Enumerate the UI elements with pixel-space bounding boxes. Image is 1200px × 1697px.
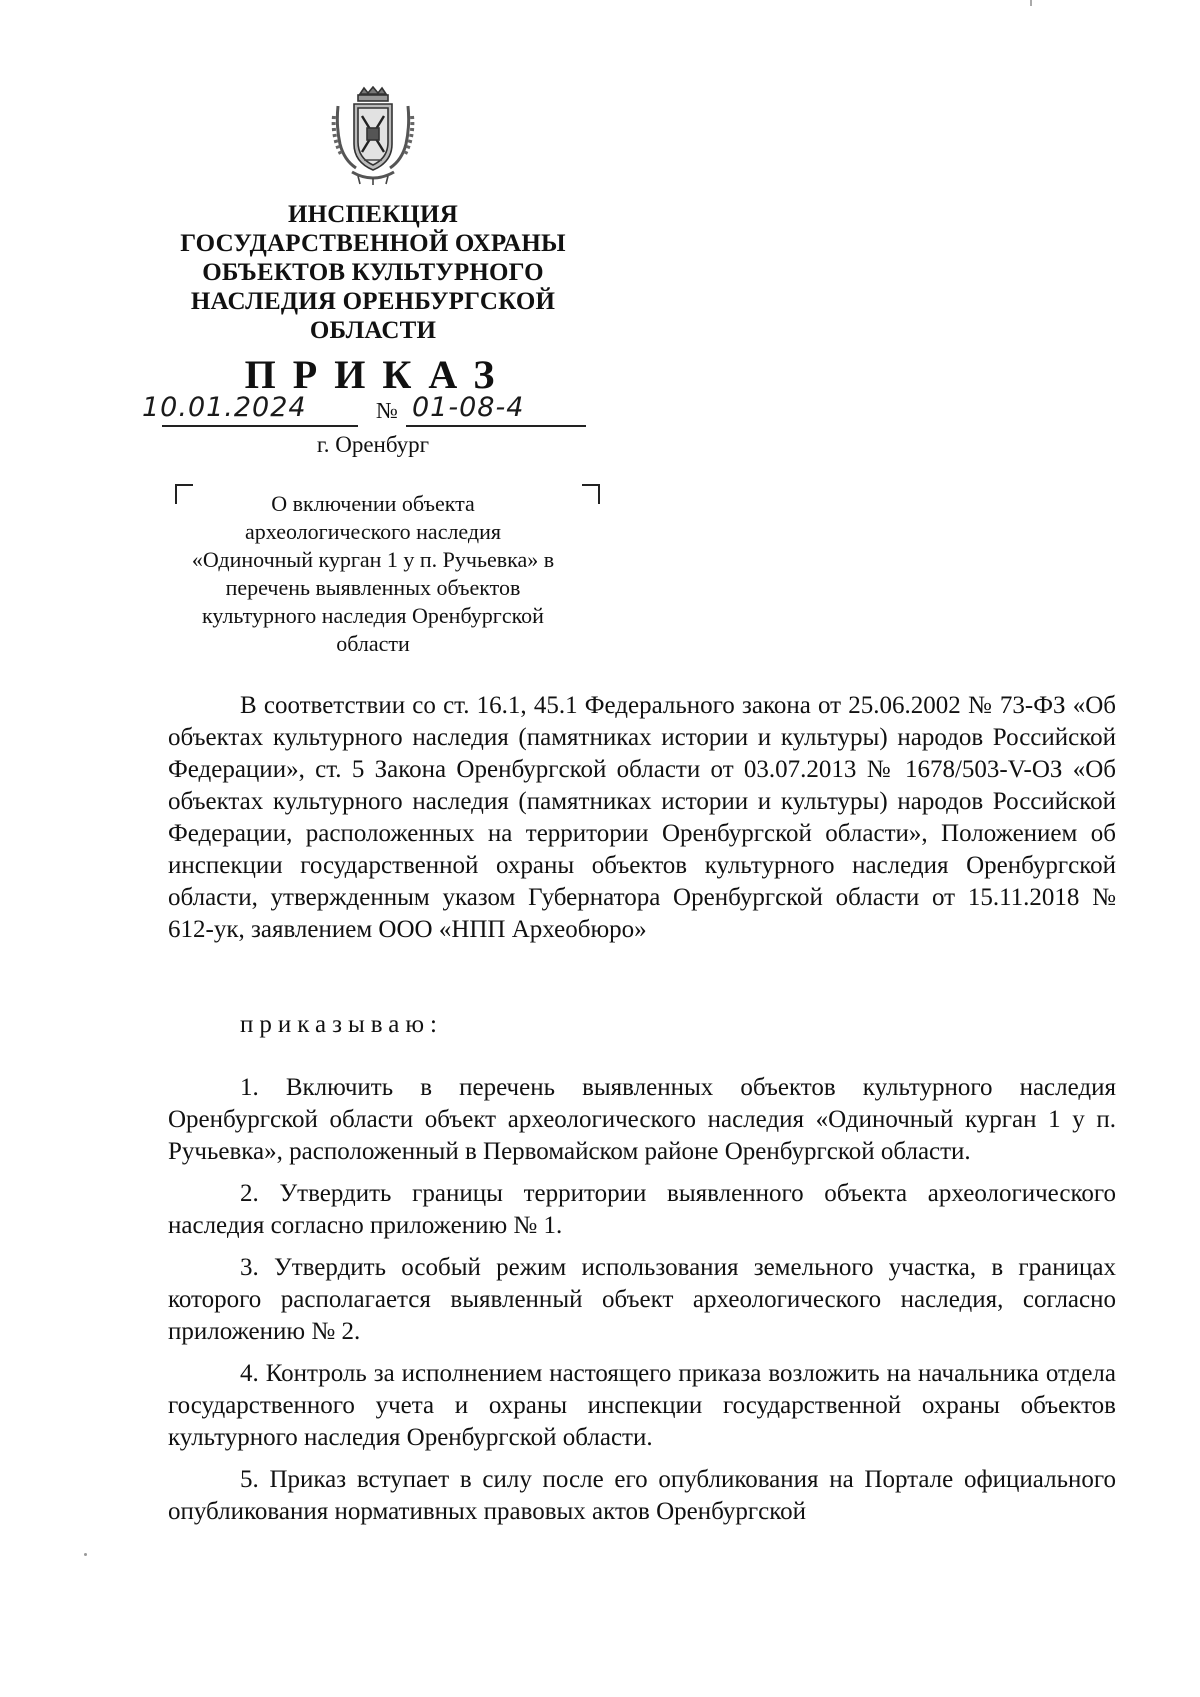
- bracket-top-right: [582, 484, 600, 504]
- subject-line: области: [336, 631, 410, 656]
- organization-name: [170, 200, 576, 345]
- date-underline: [162, 425, 358, 427]
- subject-line: археологического наследия: [245, 519, 501, 544]
- order-item-2: 2. Утвердить границы территории выявленного объекта археологического наследия согласно приложению № 1.: [168, 1180, 1116, 1239]
- orenburg-coat-of-arms-icon: [330, 86, 416, 186]
- order-item-1: 1. Включить в перечень выявленных объектов культурного наследия Оренбургской области объект археологического наследия «Одиночный курган 1 у п. Ручьевка», расположенный в Первомайском районе Оренбургской области.: [168, 1074, 1116, 1165]
- order-date: 10.01.2024: [142, 392, 307, 423]
- decree-word: приказываю:: [240, 1011, 443, 1038]
- org-line: ГОСУДАРСТВЕННОЙ ОХРАНЫ: [180, 230, 566, 257]
- order-number: 01-08-4: [412, 392, 525, 423]
- order-items: [168, 1072, 1116, 1528]
- order-subject: [170, 490, 576, 658]
- scan-artifact: [1030, 0, 1032, 6]
- preamble-text: В соответствии со ст. 16.1, 45.1 Федерального закона от 25.06.2002 № 73-ФЗ «Об объектах культурного наследия (памятниках истории и культуры) народов Российской Федерации», ст. 5 Закона Оренбургской области от 03.07.2013 № 1678/503-V-ОЗ «Об объектах культурного наследия (памятниках истории и культуры) народов Российской Федерации, расположенных на территории Оренбургской области», Положением об инспекции государственной охраны объектов культурного наследия Оренбургской области, утвержденным указом Губернатора Оренбургской области от 15.11.2018 № 612-ук, заявлением ООО «НПП Археобюро»: [168, 692, 1116, 943]
- order-item-3: 3. Утвердить особый режим использования земельного участка, в границах которого располагается выявленный объект археологического наследия, согласно приложению № 2.: [168, 1254, 1116, 1345]
- org-line: ОБЪЕКТОВ КУЛЬТУРНОГО: [202, 259, 544, 286]
- order-item-5: 5. Приказ вступает в силу после его опубликования на Портале официального опубликования нормативных правовых актов Оренбургской: [168, 1466, 1116, 1525]
- subject-line: «Одиночный курган 1 у п. Ручьевка» в: [191, 547, 555, 572]
- scan-artifact: [84, 1553, 87, 1556]
- order-item-4: 4. Контроль за исполнением настоящего приказа возложить на начальника отдела государственного учета и охраны инспекции государственной охраны объектов культурного наследия Оренбургской области.: [168, 1360, 1116, 1451]
- subject-line: О включении объекта: [271, 491, 475, 516]
- org-line: ИНСПЕКЦИЯ: [288, 201, 458, 228]
- subject-line: перечень выявленных объектов: [225, 575, 521, 600]
- city: г. Оренбург: [316, 432, 430, 457]
- org-line: НАСЛЕДИЯ ОРЕНБУРГСКОЙ: [190, 288, 556, 315]
- number-underline: [406, 425, 586, 427]
- preamble: [168, 690, 1116, 946]
- number-sign: №: [376, 398, 398, 423]
- document-type-title: ПРИКАЗ: [244, 352, 512, 397]
- org-line: ОБЛАСТИ: [309, 317, 437, 344]
- date-number-line: [122, 392, 602, 432]
- subject-line: культурного наследия Оренбургской: [202, 603, 544, 628]
